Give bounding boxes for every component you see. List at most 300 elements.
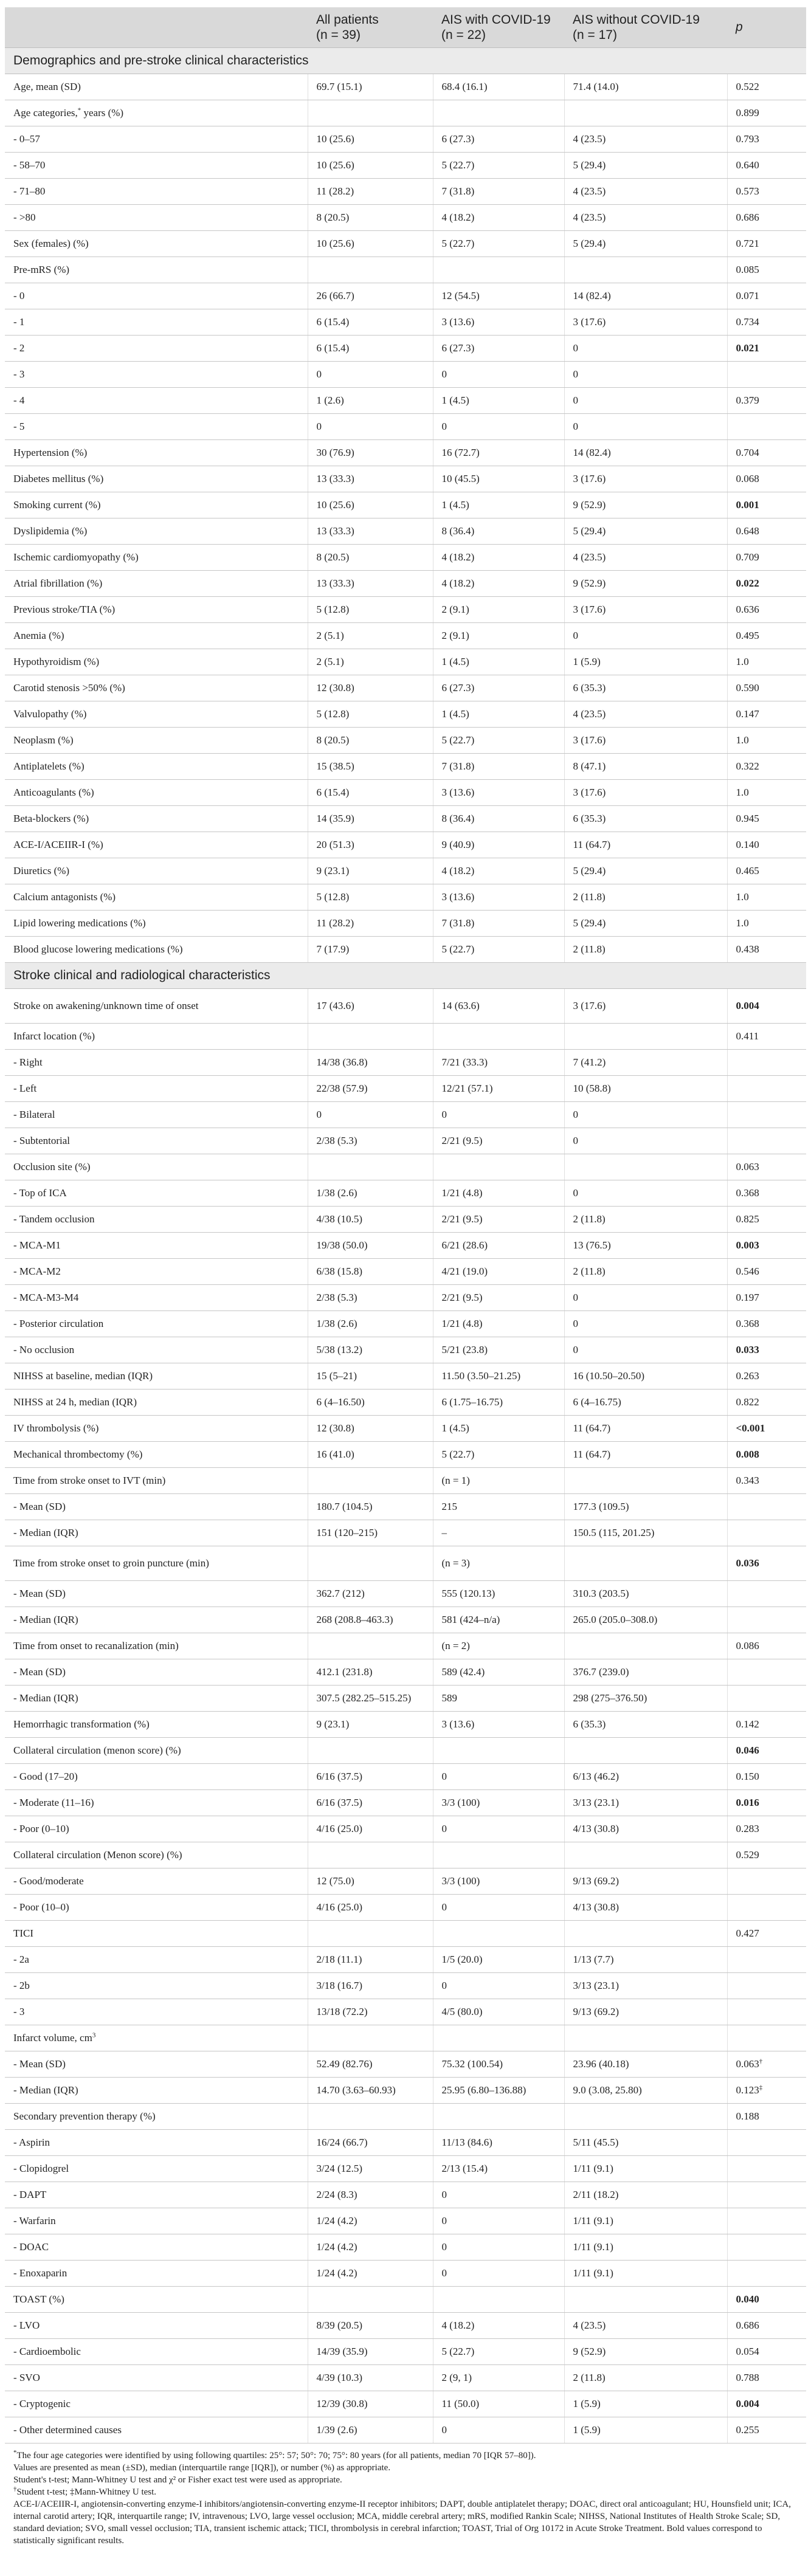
cell-with-covid — [433, 1842, 564, 1868]
row-label: - Mean (SD) — [5, 1494, 308, 1520]
row-label: - Median (IQR) — [5, 2078, 308, 2104]
cell-without-covid: 4/13 (30.8) — [564, 1895, 727, 1921]
cell-with-covid: 1 (4.5) — [433, 492, 564, 518]
section-header — [5, 48, 806, 74]
cell-all-patients: 412.1 (231.8) — [308, 1659, 433, 1686]
cell-all-patients: 7 (17.9) — [308, 937, 433, 963]
cell-with-covid: 2 (9, 1) — [433, 2365, 564, 2391]
cell-all-patients: 2/38 (5.3) — [308, 1285, 433, 1311]
cell-without-covid: 0 — [564, 623, 727, 649]
cell-p-value: 0.411 — [727, 1024, 806, 1050]
row-label: - DAPT — [5, 2182, 308, 2208]
cell-with-covid: 4/5 (80.0) — [433, 1999, 564, 2025]
cell-p-value — [727, 362, 806, 388]
cell-without-covid: 1/11 (9.1) — [564, 2208, 727, 2234]
footnote: Values are presented as mean (±SD), median (interquartile range [IQR]), or number (%) as appropriate. — [13, 2463, 391, 2473]
table-row — [5, 1790, 806, 1816]
cell-with-covid: 8 (36.4) — [433, 806, 564, 832]
row-label: NIHSS at baseline, median (IQR) — [5, 1363, 308, 1390]
cell-with-covid: 2/21 (9.5) — [433, 1128, 564, 1154]
row-label: - Left — [5, 1076, 308, 1102]
row-label: Lipid lowering medications (%) — [5, 911, 308, 937]
cell-without-covid: 3 (17.6) — [564, 309, 727, 336]
row-label: - 2b — [5, 1973, 308, 1999]
row-label: - 3 — [5, 362, 308, 388]
table-row — [5, 1468, 806, 1494]
cell-with-covid — [433, 1024, 564, 1050]
cell-p-value — [727, 1581, 806, 1607]
cell-without-covid: 0 — [564, 388, 727, 414]
cell-with-covid: 0 — [433, 2234, 564, 2261]
row-label: - DOAC — [5, 2234, 308, 2261]
cell-all-patients: 2/38 (5.3) — [308, 1128, 433, 1154]
row-label: - Mean (SD) — [5, 2051, 308, 2078]
cell-without-covid: 0 — [564, 1180, 727, 1207]
table-row — [5, 649, 806, 675]
table-row — [5, 1076, 806, 1102]
row-label: - Cryptogenic — [5, 2391, 308, 2417]
cell-without-covid — [564, 1921, 727, 1947]
cell-without-covid: 8 (47.1) — [564, 754, 727, 780]
cell-without-covid — [564, 100, 727, 126]
cell-p-value: 0.825 — [727, 1207, 806, 1233]
cell-without-covid: 3 (17.6) — [564, 728, 727, 754]
table-row — [5, 806, 806, 832]
cell-with-covid: 1 (4.5) — [433, 1416, 564, 1442]
cell-all-patients: 151 (120–215) — [308, 1520, 433, 1546]
table-row — [5, 440, 806, 466]
cell-without-covid: 3/13 (23.1) — [564, 1790, 727, 1816]
cell-all-patients: 1/39 (2.6) — [308, 2417, 433, 2443]
cell-with-covid: 75.32 (100.54) — [433, 2051, 564, 2078]
cell-without-covid: 11 (64.7) — [564, 832, 727, 858]
cell-p-value — [727, 1947, 806, 1973]
cell-p-value: 0.822 — [727, 1390, 806, 1416]
cell-all-patients: 8 (20.5) — [308, 728, 433, 754]
cell-with-covid: 0 — [433, 1816, 564, 1842]
cell-without-covid: 1/11 (9.1) — [564, 2156, 727, 2182]
cell-with-covid: 7 (31.8) — [433, 911, 564, 937]
row-label: - Bilateral — [5, 1102, 308, 1128]
row-label: Age categories,* years (%) — [5, 100, 308, 126]
cell-without-covid: 0 — [564, 414, 727, 440]
table-row — [5, 388, 806, 414]
table-row — [5, 2078, 806, 2104]
footnote-marker: † — [13, 2485, 17, 2493]
cell-all-patients: 0 — [308, 1102, 433, 1128]
row-label: - Enoxaparin — [5, 2261, 308, 2287]
table-row — [5, 1947, 806, 1973]
cell-all-patients: 362.7 (212) — [308, 1581, 433, 1607]
cell-p-value: 0.068 — [727, 466, 806, 492]
cell-without-covid: 0 — [564, 1311, 727, 1337]
cell-with-covid: 6 (1.75–16.75) — [433, 1390, 564, 1416]
cell-without-covid: 298 (275–376.50) — [564, 1686, 727, 1712]
cell-with-covid — [433, 2025, 564, 2051]
cell-without-covid: 11 (64.7) — [564, 1416, 727, 1442]
cell-with-covid: 4 (18.2) — [433, 2313, 564, 2339]
table-row — [5, 2261, 806, 2287]
cell-all-patients: 4/16 (25.0) — [308, 1816, 433, 1842]
table-row — [5, 2130, 806, 2156]
row-label: - MCA-M2 — [5, 1259, 308, 1285]
cell-with-covid: 1/21 (4.8) — [433, 1311, 564, 1337]
row-label: Anemia (%) — [5, 623, 308, 649]
cell-p-value: 0.063† — [727, 2051, 806, 2078]
cell-all-patients: 1/38 (2.6) — [308, 1311, 433, 1337]
table-body — [5, 48, 806, 2443]
cell-without-covid: 310.3 (203.5) — [564, 1581, 727, 1607]
cell-all-patients: 17 (43.6) — [308, 989, 433, 1024]
cell-all-patients: 13 (33.3) — [308, 518, 433, 545]
cell-with-covid: 5 (22.7) — [433, 1442, 564, 1468]
footnote: Student's t-test; Mann-Whitney U test and χ² or Fisher exact test were used as appropriate. — [13, 2475, 342, 2485]
table-row — [5, 466, 806, 492]
cell-with-covid: 5 (22.7) — [433, 937, 564, 963]
cell-with-covid: 0 — [433, 414, 564, 440]
table-row — [5, 1154, 806, 1180]
cell-without-covid: 3/13 (23.1) — [564, 1973, 727, 1999]
table-row — [5, 2391, 806, 2417]
row-label: - 2a — [5, 1947, 308, 1973]
table-row — [5, 2156, 806, 2182]
table-row — [5, 100, 806, 126]
row-label: - Poor (0–10) — [5, 1816, 308, 1842]
cell-without-covid: 177.3 (109.5) — [564, 1494, 727, 1520]
cell-without-covid: 3 (17.6) — [564, 780, 727, 806]
cell-without-covid — [564, 1154, 727, 1180]
cell-all-patients — [308, 1546, 433, 1581]
row-label: TOAST (%) — [5, 2287, 308, 2313]
cell-p-value: 0.368 — [727, 1311, 806, 1337]
cell-without-covid: 9 (52.9) — [564, 2339, 727, 2365]
cell-without-covid — [564, 2287, 727, 2313]
table-row — [5, 832, 806, 858]
row-label: - Good (17–20) — [5, 1764, 308, 1790]
row-label: Occlusion site (%) — [5, 1154, 308, 1180]
cell-all-patients: 2/18 (11.1) — [308, 1947, 433, 1973]
cell-p-value: <0.001 — [727, 1416, 806, 1442]
cell-with-covid: 8 (36.4) — [433, 518, 564, 545]
table-row — [5, 231, 806, 257]
cell-with-covid: 12 (54.5) — [433, 283, 564, 309]
cell-p-value — [727, 1973, 806, 1999]
row-label: Time from stroke onset to groin puncture (min) — [5, 1546, 308, 1581]
cell-without-covid: 376.7 (239.0) — [564, 1659, 727, 1686]
cell-p-value: 0.793 — [727, 126, 806, 153]
cell-with-covid: 5 (22.7) — [433, 153, 564, 179]
cell-with-covid: 0 — [433, 2417, 564, 2443]
cell-all-patients: 11 (28.2) — [308, 911, 433, 937]
table-row — [5, 1416, 806, 1442]
cell-p-value: 0.188 — [727, 2104, 806, 2130]
cell-all-patients: 10 (25.6) — [308, 126, 433, 153]
table-row — [5, 1520, 806, 1546]
cell-with-covid: 2 (9.1) — [433, 623, 564, 649]
table-row — [5, 1712, 806, 1738]
cell-without-covid: 3 (17.6) — [564, 597, 727, 623]
row-label: - 4 — [5, 388, 308, 414]
table-row — [5, 2234, 806, 2261]
table-row — [5, 283, 806, 309]
cell-with-covid: 0 — [433, 2261, 564, 2287]
table-row — [5, 1285, 806, 1311]
cell-all-patients: 307.5 (282.25–515.25) — [308, 1686, 433, 1712]
cell-all-patients — [308, 2104, 433, 2130]
cell-without-covid: 6/13 (46.2) — [564, 1764, 727, 1790]
footnote-marker: * — [13, 2449, 17, 2456]
cell-p-value: 1.0 — [727, 911, 806, 937]
cell-with-covid: 0 — [433, 2208, 564, 2234]
cell-p-value — [727, 1659, 806, 1686]
cell-all-patients: 6 (15.4) — [308, 336, 433, 362]
row-label: Diuretics (%) — [5, 858, 308, 884]
table-row — [5, 1024, 806, 1050]
cell-p-value — [727, 1102, 806, 1128]
cell-without-covid: 0 — [564, 1337, 727, 1363]
cell-p-value — [727, 2208, 806, 2234]
cell-p-value: 0.945 — [727, 806, 806, 832]
cell-with-covid: 6 (27.3) — [433, 336, 564, 362]
cell-with-covid: 3 (13.6) — [433, 1712, 564, 1738]
cell-with-covid: 2/13 (15.4) — [433, 2156, 564, 2182]
row-label: Antiplatelets (%) — [5, 754, 308, 780]
table-row — [5, 2417, 806, 2443]
table-row — [5, 1973, 806, 1999]
table-row — [5, 728, 806, 754]
cell-all-patients: 9 (23.1) — [308, 1712, 433, 1738]
cell-p-value: 0.001 — [727, 492, 806, 518]
cell-p-value: 0.003 — [727, 1233, 806, 1259]
row-label: - Poor (10–0) — [5, 1895, 308, 1921]
cell-with-covid: 4/21 (19.0) — [433, 1259, 564, 1285]
cell-without-covid: 4 (23.5) — [564, 701, 727, 728]
cell-with-covid: 0 — [433, 1764, 564, 1790]
cell-without-covid: 0 — [564, 1102, 727, 1128]
cell-all-patients: 6 (4–16.50) — [308, 1390, 433, 1416]
cell-all-patients: 6/16 (37.5) — [308, 1790, 433, 1816]
cell-all-patients: 2 (5.1) — [308, 649, 433, 675]
cell-without-covid: 14 (82.4) — [564, 440, 727, 466]
table-row — [5, 701, 806, 728]
cell-without-covid: 71.4 (14.0) — [564, 74, 727, 100]
cell-p-value — [727, 1607, 806, 1633]
cell-without-covid: 150.5 (115, 201.25) — [564, 1520, 727, 1546]
characteristics-table — [5, 7, 806, 2443]
cell-p-value: 0.495 — [727, 623, 806, 649]
cell-with-covid: 1 (4.5) — [433, 649, 564, 675]
cell-p-value: 0.085 — [727, 257, 806, 283]
table-row — [5, 1816, 806, 1842]
cell-with-covid: 7/21 (33.3) — [433, 1050, 564, 1076]
cell-without-covid: 0 — [564, 336, 727, 362]
cell-all-patients: 8/39 (20.5) — [308, 2313, 433, 2339]
cell-p-value: 0.004 — [727, 2391, 806, 2417]
cell-with-covid: 4 (18.2) — [433, 571, 564, 597]
row-label: - Subtentorial — [5, 1128, 308, 1154]
table-row — [5, 1921, 806, 1947]
table-row — [5, 2313, 806, 2339]
cell-all-patients: 4/39 (10.3) — [308, 2365, 433, 2391]
cell-p-value: 0.140 — [727, 832, 806, 858]
row-label: - 2 — [5, 336, 308, 362]
row-label: IV thrombolysis (%) — [5, 1416, 308, 1442]
section-title: Demographics and pre-stroke clinical characteristics — [5, 48, 806, 74]
cell-p-value — [727, 1895, 806, 1921]
table-row — [5, 675, 806, 701]
cell-with-covid: 1 (4.5) — [433, 388, 564, 414]
table-row — [5, 1895, 806, 1921]
table-row — [5, 1999, 806, 2025]
cell-p-value — [727, 1520, 806, 1546]
section-title: Stroke clinical and radiological characteristics — [5, 963, 806, 989]
cell-all-patients: 1 (2.6) — [308, 388, 433, 414]
table-row — [5, 780, 806, 806]
cell-all-patients: 14 (35.9) — [308, 806, 433, 832]
cell-p-value: 1.0 — [727, 884, 806, 911]
cell-p-value: 0.036 — [727, 1546, 806, 1581]
table-row — [5, 2104, 806, 2130]
header-p-value: p — [727, 7, 806, 48]
cell-with-covid: 25.95 (6.80–136.88) — [433, 2078, 564, 2104]
cell-p-value: 0.016 — [727, 1790, 806, 1816]
cell-all-patients: 16 (41.0) — [308, 1442, 433, 1468]
cell-with-covid: 3 (13.6) — [433, 780, 564, 806]
cell-all-patients: 14/38 (36.8) — [308, 1050, 433, 1076]
row-label: - Right — [5, 1050, 308, 1076]
table-row — [5, 205, 806, 231]
cell-p-value: 0.197 — [727, 1285, 806, 1311]
cell-without-covid: 5 (29.4) — [564, 911, 727, 937]
cell-p-value — [727, 1868, 806, 1895]
cell-without-covid: 2 (11.8) — [564, 884, 727, 911]
cell-all-patients: 16/24 (66.7) — [308, 2130, 433, 2156]
cell-without-covid — [564, 1842, 727, 1868]
cell-p-value: 0.522 — [727, 74, 806, 100]
table-row — [5, 362, 806, 388]
cell-all-patients: 1/24 (4.2) — [308, 2208, 433, 2234]
cell-p-value: 0.283 — [727, 1816, 806, 1842]
cell-all-patients: 22/38 (57.9) — [308, 1076, 433, 1102]
cell-without-covid: 4/13 (30.8) — [564, 1816, 727, 1842]
footnote: †Student t-test; ‡Mann-Whitney U test. — [13, 2485, 157, 2497]
row-label: ACE-I/ACEIIR-I (%) — [5, 832, 308, 858]
cell-without-covid: 4 (23.5) — [564, 179, 727, 205]
row-label: - 58–70 — [5, 153, 308, 179]
cell-p-value — [727, 2261, 806, 2287]
cell-all-patients: 0 — [308, 362, 433, 388]
cell-with-covid: 0 — [433, 1973, 564, 1999]
cell-with-covid: 5/21 (23.8) — [433, 1337, 564, 1363]
row-label: Neoplasm (%) — [5, 728, 308, 754]
row-label: - 5 — [5, 414, 308, 440]
cell-all-patients: 15 (38.5) — [308, 754, 433, 780]
header-ais-with-covid: AIS with COVID-19 (n = 22) — [433, 7, 564, 48]
cell-with-covid: 0 — [433, 1895, 564, 1921]
row-label: - Mean (SD) — [5, 1581, 308, 1607]
cell-p-value — [727, 1128, 806, 1154]
cell-all-patients: 10 (25.6) — [308, 492, 433, 518]
row-label: - Median (IQR) — [5, 1686, 308, 1712]
table-row — [5, 1659, 806, 1686]
row-label: - 0–57 — [5, 126, 308, 153]
cell-all-patients: 12 (30.8) — [308, 1416, 433, 1442]
row-label: Atrial fibrillation (%) — [5, 571, 308, 597]
row-label: Secondary prevention therapy (%) — [5, 2104, 308, 2130]
cell-all-patients: 26 (66.7) — [308, 283, 433, 309]
table-row — [5, 1050, 806, 1076]
table-row — [5, 179, 806, 205]
cell-with-covid: 1 (4.5) — [433, 701, 564, 728]
cell-with-covid: (n = 1) — [433, 1468, 564, 1494]
cell-with-covid — [433, 257, 564, 283]
table-row — [5, 911, 806, 937]
cell-without-covid: 9/13 (69.2) — [564, 1868, 727, 1895]
row-label: - SVO — [5, 2365, 308, 2391]
row-label: - Good/moderate — [5, 1868, 308, 1895]
cell-all-patients: 5 (12.8) — [308, 597, 433, 623]
row-label: - 1 — [5, 309, 308, 336]
cell-p-value: 0.255 — [727, 2417, 806, 2443]
cell-without-covid: 2 (11.8) — [564, 2365, 727, 2391]
cell-all-patients — [308, 1842, 433, 1868]
cell-without-covid: 1/11 (9.1) — [564, 2261, 727, 2287]
table-row — [5, 309, 806, 336]
cell-without-covid — [564, 257, 727, 283]
cell-p-value: 0.686 — [727, 205, 806, 231]
cell-with-covid: 2/21 (9.5) — [433, 1285, 564, 1311]
cell-with-covid: 1/21 (4.8) — [433, 1180, 564, 1207]
cell-without-covid: 1 (5.9) — [564, 2391, 727, 2417]
cell-all-patients: 9 (23.1) — [308, 858, 433, 884]
cell-all-patients: 4/38 (10.5) — [308, 1207, 433, 1233]
footnote: *The four age categories were identified by using following quartiles: 25°: 57; 50°: 70; 75°: 80 years (for all patients, median 70 [IQR 57–80]). — [13, 2449, 536, 2461]
cell-without-covid: 5 (29.4) — [564, 153, 727, 179]
cell-p-value — [727, 414, 806, 440]
cell-without-covid: 265.0 (205.0–308.0) — [564, 1607, 727, 1633]
cell-p-value: 1.0 — [727, 780, 806, 806]
row-label: - Median (IQR) — [5, 1607, 308, 1633]
cell-with-covid: 3/3 (100) — [433, 1790, 564, 1816]
cell-with-covid: 4 (18.2) — [433, 205, 564, 231]
row-label: Previous stroke/TIA (%) — [5, 597, 308, 623]
row-label: NIHSS at 24 h, median (IQR) — [5, 1390, 308, 1416]
row-label: Beta-blockers (%) — [5, 806, 308, 832]
cell-with-covid: 3 (13.6) — [433, 884, 564, 911]
cell-p-value: 0.086 — [727, 1633, 806, 1659]
table-row — [5, 1764, 806, 1790]
cell-p-value: 1.0 — [727, 649, 806, 675]
cell-all-patients: 10 (25.6) — [308, 231, 433, 257]
row-label: Blood glucose lowering medications (%) — [5, 937, 308, 963]
cell-without-covid: 13 (76.5) — [564, 1233, 727, 1259]
cell-all-patients: 13 (33.3) — [308, 466, 433, 492]
table-row — [5, 1363, 806, 1390]
cell-all-patients: 13 (33.3) — [308, 571, 433, 597]
cell-p-value: 0.709 — [727, 545, 806, 571]
table-row — [5, 257, 806, 283]
cell-all-patients: 6/38 (15.8) — [308, 1259, 433, 1285]
table-row — [5, 1259, 806, 1285]
cell-all-patients: 0 — [308, 414, 433, 440]
cell-p-value: 0.686 — [727, 2313, 806, 2339]
table-row — [5, 336, 806, 362]
cell-p-value: 0.263 — [727, 1363, 806, 1390]
cell-p-value: 0.899 — [727, 100, 806, 126]
cell-without-covid: 4 (23.5) — [564, 205, 727, 231]
table-row — [5, 2339, 806, 2365]
cell-without-covid: 9 (52.9) — [564, 492, 727, 518]
